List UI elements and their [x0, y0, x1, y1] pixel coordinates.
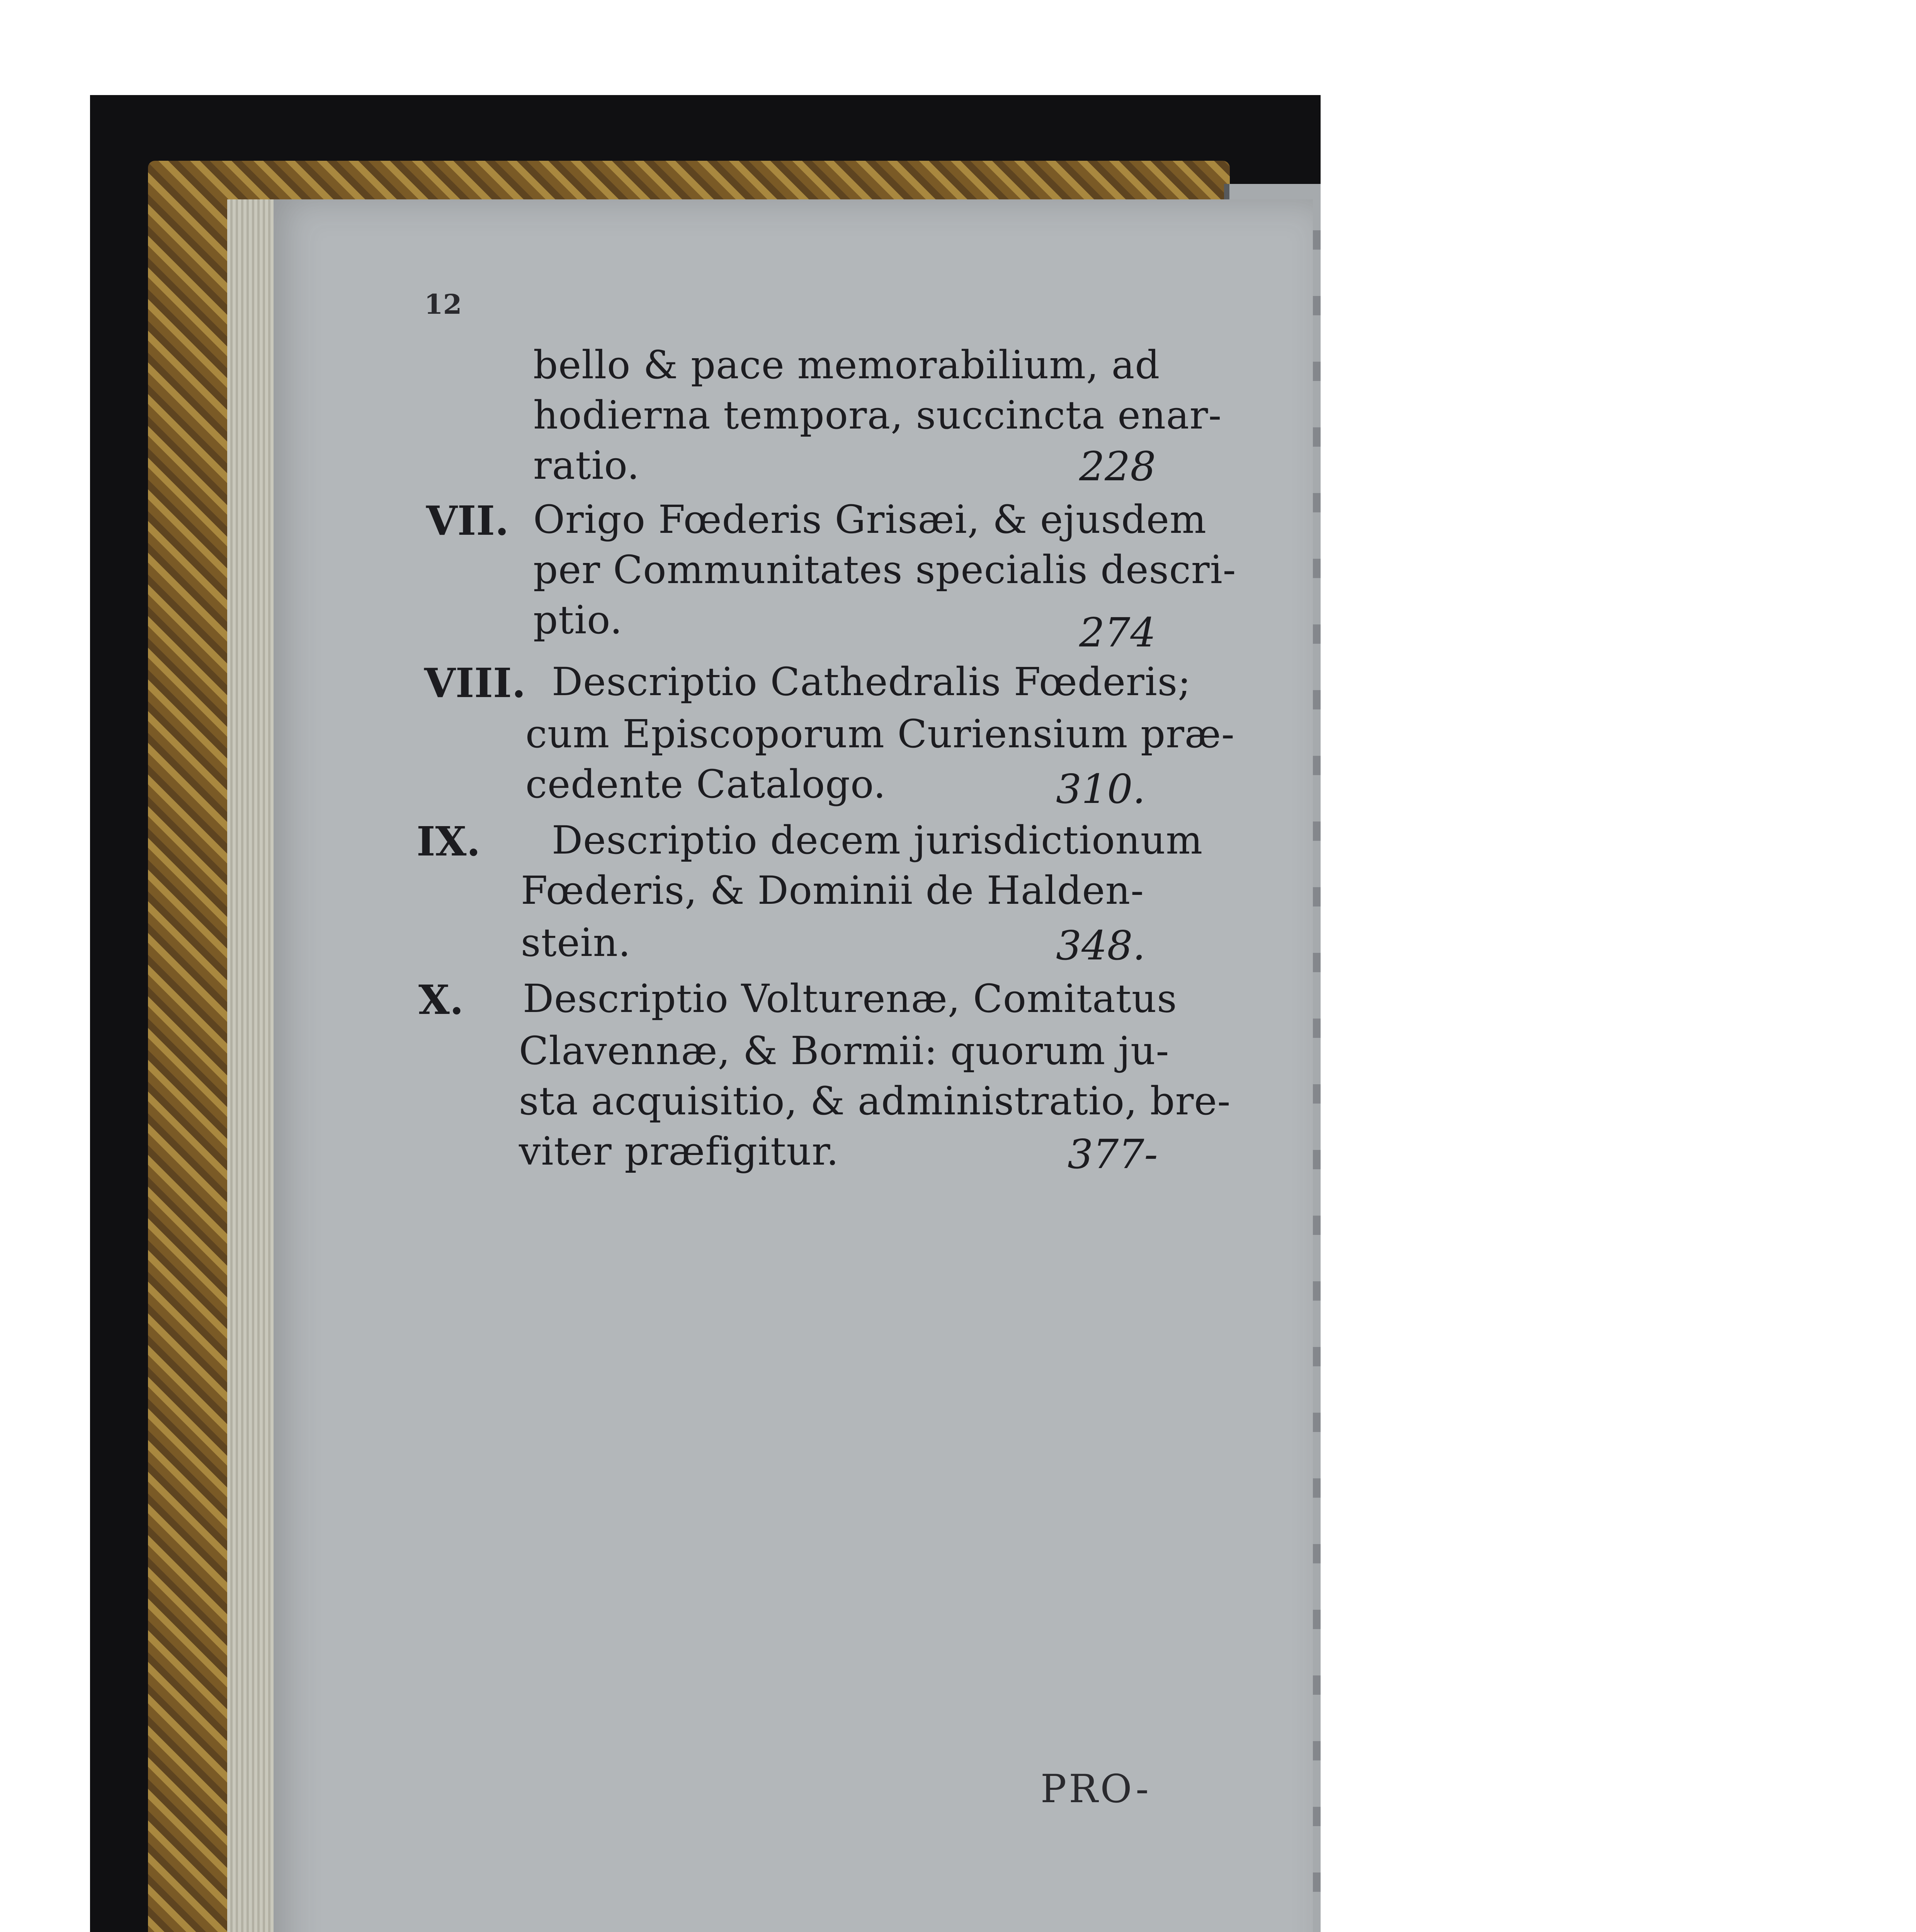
- entry-line: Descriptio Cathedralis Fœderis;: [552, 659, 1191, 704]
- entry-line: sta acquisitio, & administratio, bre-: [519, 1078, 1231, 1124]
- entry-line: per Communitates specialis descri-: [533, 547, 1236, 592]
- entry-numeral: X.: [418, 976, 464, 1024]
- entry-line: Clavennæ, & Bormii: quorum ju-: [519, 1028, 1170, 1073]
- entry-numeral: IX.: [417, 818, 481, 865]
- entry-line: Descriptio Volturenæ, Comitatus: [523, 976, 1177, 1021]
- entry-line: bello & pace memorabilium, ad: [533, 342, 1160, 388]
- page-reference: 228: [1079, 443, 1156, 490]
- entry-line: cedente Catalogo.: [525, 762, 886, 807]
- page-reference: 377-: [1068, 1131, 1158, 1178]
- entry-line: Fœderis, & Dominii de Halden-: [521, 868, 1144, 913]
- catchword: PRO-: [1040, 1766, 1151, 1811]
- page-reference: 274: [1079, 609, 1156, 656]
- page-number: 12: [424, 288, 462, 320]
- page-edges: [227, 199, 274, 1932]
- entry-line: stein.: [521, 920, 631, 965]
- entry-line: viter præfigitur.: [519, 1129, 839, 1174]
- entry-line: ratio.: [533, 443, 640, 488]
- entry-numeral: VIII.: [424, 659, 526, 707]
- scan-image: [90, 95, 1321, 1932]
- entry-line: hodierna tempora, succincta enar-: [533, 393, 1222, 438]
- page-reference: 310.: [1056, 765, 1146, 813]
- entry-line: ptio.: [533, 597, 623, 643]
- entry-numeral: VII.: [426, 497, 509, 544]
- entry-line: Origo Fœderis Grisæi, & ejusdem: [533, 497, 1207, 542]
- entry-line: cum Episcoporum Curiensium præ-: [525, 711, 1235, 757]
- page-reference: 348.: [1056, 922, 1146, 969]
- entry-line: Descriptio decem jurisdictionum: [552, 818, 1203, 863]
